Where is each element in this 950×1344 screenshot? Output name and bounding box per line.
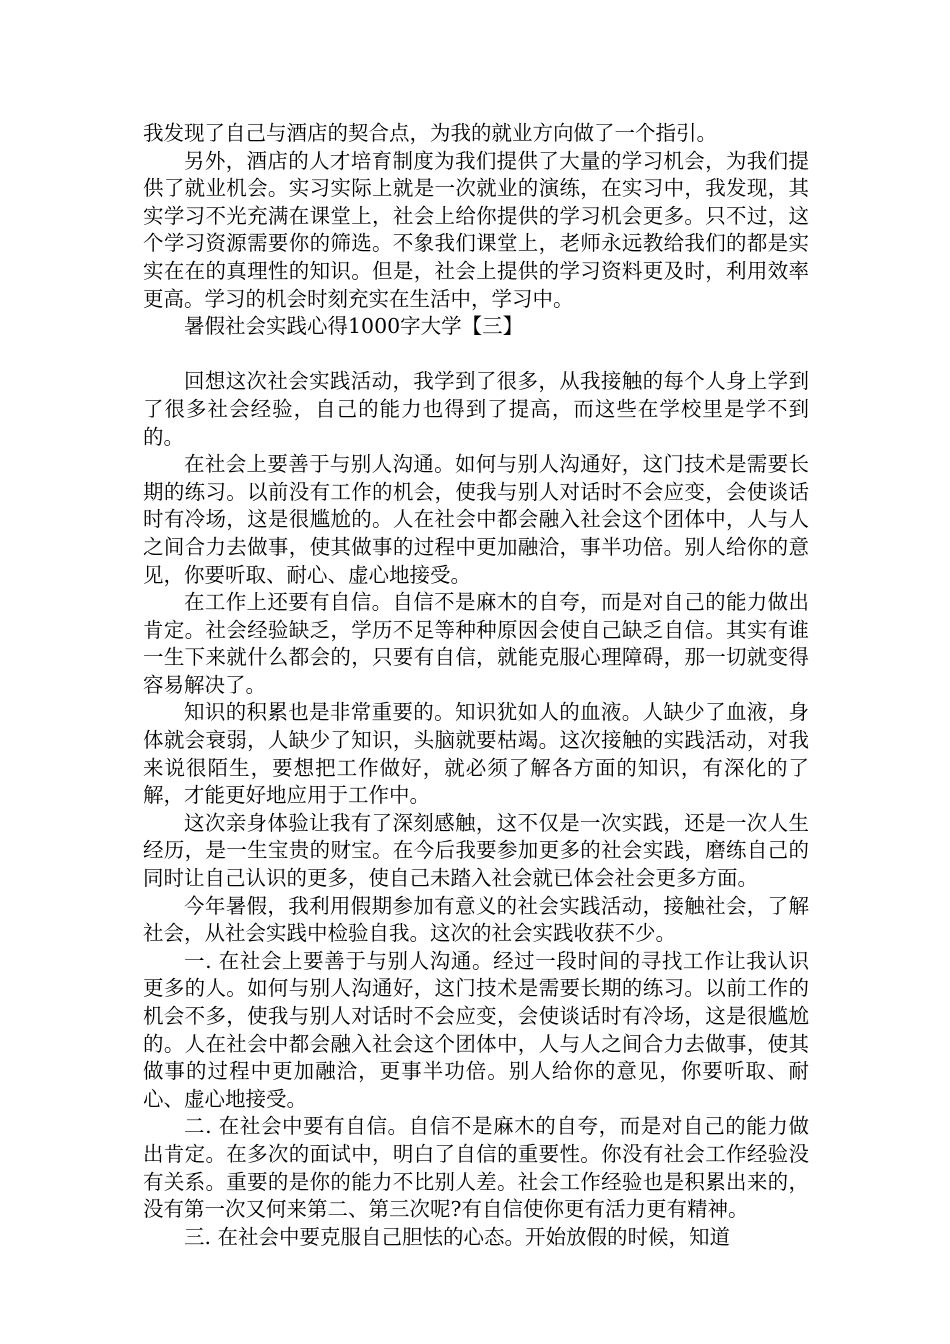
paragraph: 另外，酒店的人才培育制度为我们提供了大量的学习机会，为我们提供了就业机会。实习实际上就是一次就业的演练，在实习中，我发现，其实学习不光充满在课堂上，社会上给你提供的学习机会更多。只不过，这个学习资源需要你的筛选。不象我们课堂上，老师永远教给我们的都是实实在在的真理性的知识。但是，社会上提供的学习资料更及时，利用效率更高。学习的机会时刻充实在生活中，学习中。 [143, 148, 809, 311]
document-page [143, 120, 809, 1251]
paragraph: 三. 在社会中要克服自己胆怯的心态。开始放假的时候，知道 [184, 1224, 731, 1249]
blank-line [143, 341, 809, 369]
paragraph: 今年暑假，我利用假期参加有意义的社会实践活动，接触社会，了解社会，从社会实践中检验自我。这次的社会实践收获不少。 [143, 893, 809, 946]
paragraph: 一. 在社会上要善于与别人沟通。经过一段时间的寻找工作让我认识更多的人。如何与别人沟通好，这门技术是需要长期的练习。以前工作的机会不多，使我与别人对话时不会应变，会使谈话时有冷场，这是很尴尬的。人在社会中都会融入社会这个团体中，人与人之间合力去做事，使其做事的过程中更加融洽，更事半功倍。别人给你的意见，你要听取、耐心、虚心地接受。 [143, 948, 809, 1111]
paragraph: 在工作上还要有自信。自信不是麻木的自夸，而是对自己的能力做出肯定。社会经验缺乏，学历不足等种种原因会使自己缺乏自信。其实有谁一生下来就什么都会的，只要有自信，就能克服心理障碍，那一切就变得容易解决了。 [143, 590, 809, 697]
paragraph: 二. 在社会中要有自信。自信不是麻木的自夸，而是对自己的能力做出肯定。在多次的面试中，明白了自信的重要性。你没有社会工作经验没有关系。重要的是你的能力不比别人差。社会工作经验也是积累出来的，没有第一次又何来第二、第三次呢?有自信使你更有活力更有精神。 [143, 1114, 809, 1222]
paragraph: 这次亲身体验让我有了深刻感触，这不仅是一次实践，还是一次人生经历，是一生宝贵的财宝。在今后我要参加更多的社会实践，磨练自己的同时让自己认识的更多，使自己未踏入社会就已体会社会更多方面。 [143, 810, 809, 891]
paragraph: 回想这次社会实践活动，我学到了很多，从我接触的每个人身上学到了很多社会经验，自己的能力也得到了提高，而这些在学校里是学不到的。 [143, 369, 809, 449]
paragraph: 在社会上要善于与别人沟通。如何与别人沟通好，这门技术是需要长期的练习。以前没有工作的机会，使我与别人对话时不会应变，会使谈话时有冷场，这是很尴尬的。人在社会中都会融入社会这个团体中，人与人之间合力去做事，使其做事的过程中更加融洽，事半功倍。别人给你的意见，你要听取、耐心、虚心地接受。 [143, 452, 809, 587]
section-heading: 暑假社会实践心得1000字大学【三】 [184, 314, 524, 339]
paragraph: 知识的积累也是非常重要的。知识犹如人的血液。人缺少了血液，身体就会衰弱，人缺少了知识，头脑就要枯竭。这次接触的实践活动，对我来说很陌生，要想把工作做好，就必须了解各方面的知识，有深化的了解，才能更好地应用于工作中。 [143, 700, 809, 808]
paragraph: 我发现了自己与酒店的契合点，为我的就业方向做了一个指引。 [143, 121, 717, 145]
